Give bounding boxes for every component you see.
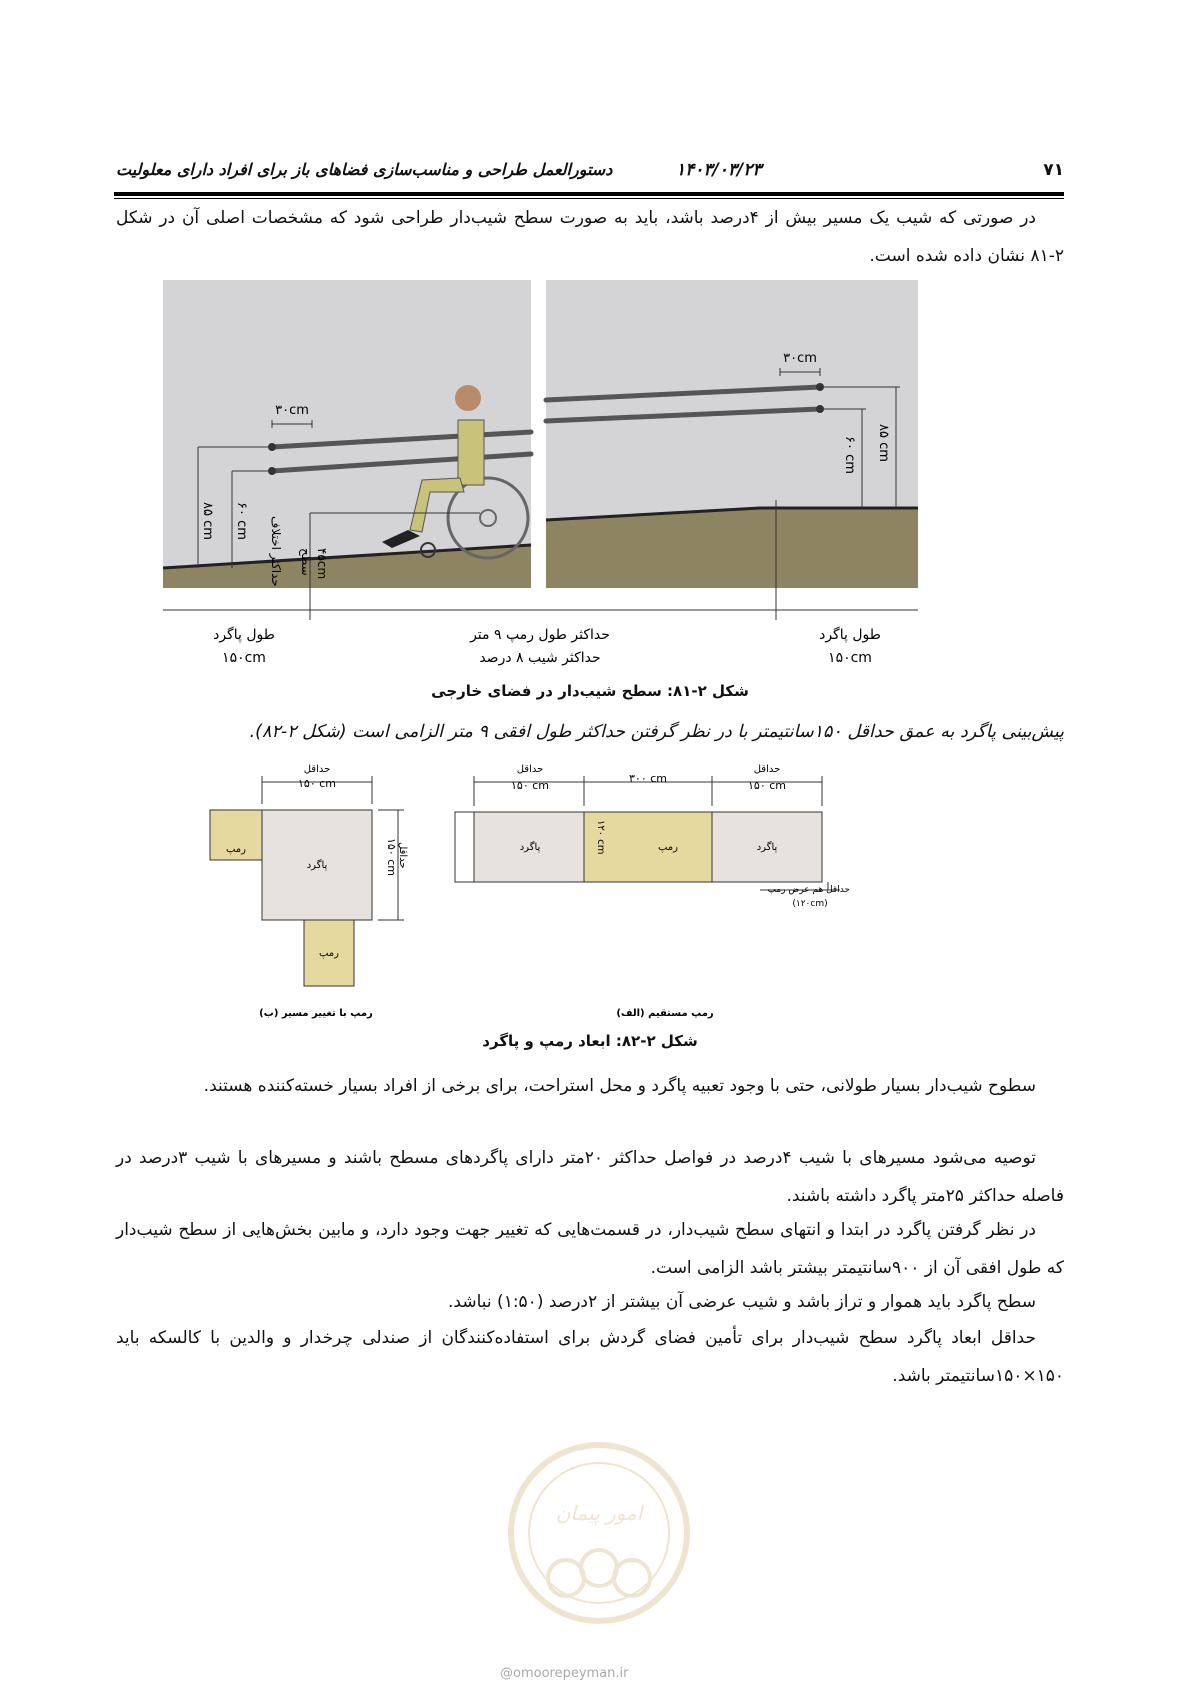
paragraph-2: توصیه می‌شود مسیرهای با شیب ۴درصد در فواصل حداکثر ۲۰متر دارای پاگردهای مسطح باشند و مسیرهای با شیب ۳درصد در فاصله حداکثر ۲۵متر پاگرد داشته باشند. (116, 1148, 1064, 1206)
paragraph-5: حداقل ابعاد پاگرد سطح شیب‌دار برای تأمین فضای گردش برای استفاده‌کنندگان از صندلی چرخدار و والدین با کالسکه باید ۱۵۰×۱۵۰سانتیمتر باشد. (116, 1328, 1064, 1386)
left-ramp-bottom-label: رمپ (318, 948, 340, 959)
left-height-60: ۶۰ cm (234, 502, 249, 540)
left-ramp-label: رمپ (225, 844, 247, 855)
figure-ramp-landing-dimensions (200, 762, 940, 1024)
right-min-label-right: حداقل (753, 764, 781, 775)
watermark-logo-icon (506, 1440, 692, 1626)
figure-ramp-outdoor (160, 280, 930, 680)
right-width-note-value: (۱۲۰cm) (792, 899, 828, 909)
right-min-value-left: ۱۵۰ cm (511, 779, 549, 792)
page-header (116, 160, 1064, 186)
paragraph-4: سطح پاگرد باید هموار و تراز باشد و شیب عرضی آن بیشتر از ۲درصد (۱:۵۰) نباشد. (448, 1292, 1036, 1312)
right-landing-left-label: پاگرد (519, 842, 541, 853)
left-min-label: حداقل (303, 764, 331, 775)
left-max-diff-label: حداکثر اختلاف (269, 516, 283, 587)
left-side-value: ۱۵۰ cm (385, 838, 398, 876)
diagram-change-direction (210, 776, 404, 986)
right-min-value-right: ۱۵۰ cm (748, 779, 786, 792)
right-diagram-title: (الف) رمپ مستقیم (616, 1008, 714, 1019)
intro-paragraph: در صورتی که شیب یک مسیر بیش از ۴درصد باشد، باید به صورت سطح شیب‌دار طراحی شود که مشخصات اصلی آن در شکل ۲-۸۱ نشان داده شده است. (116, 208, 1064, 266)
right-rail-spacing: ۳۰cm (783, 351, 817, 366)
right-height-85: ۸۵ cm (876, 424, 891, 462)
ramp-slope-label: حداکثر شیب ۸ درصد (479, 650, 601, 666)
left-landing-value: ۱۵۰cm (222, 650, 266, 666)
right-width-note: حداقل هم عرض رمپ (767, 885, 850, 895)
right-height-60: ۶۰ cm (842, 436, 857, 474)
ramp-length-label: حداکثر طول رمپ ۹ متر (470, 627, 610, 643)
left-side-label: حداقل (397, 842, 408, 869)
right-mid-value: ۳۰۰ cm (629, 772, 667, 785)
right-landing-right-label: پاگرد (756, 842, 778, 853)
header-date: ۱۴۰۳/۰۳/۲۳ (676, 160, 762, 180)
paragraph-3: در نظر گرفتن پاگرد در ابتدا و انتهای سطح شیب‌دار، در قسمت‌هایی که تغییر جهت وجود دارد، و مابین بخش‌هایی از سطح شیب‌دار که طول افقی آن از ۹۰۰سانتیمتر بیشتر باشد الزامی است. (116, 1220, 1064, 1278)
left-landing-label: طول پاگرد (213, 627, 275, 643)
page-number: ۷۱ (1043, 160, 1064, 180)
left-landing-label: پاگرد (306, 860, 328, 871)
landing-requirement-line: پیش‌بینی پاگرد به عمق حداقل ۱۵۰سانتیمتر با در نظر گرفتن حداکثر طول افقی ۹ متر الزامی است (شکل ۲-۸۲). (249, 722, 1064, 742)
paragraph-1: سطوح شیب‌دار بسیار طولانی، حتی با وجود تعبیه پاگرد و محل استراحت، برای برخی از افراد بسیار خسته‌کننده هستند. (203, 1076, 1036, 1096)
watermark-url: @omoorepeyman.ir (500, 1666, 629, 1681)
header-title: دستورالعمل طراحی و مناسب‌سازی فضاهای باز برای افراد دارای معلولیت (116, 160, 613, 179)
right-landing-value: ۱۵۰cm (828, 650, 872, 666)
figure2-caption: شکل ۲-۸۲: ابعاد رمپ و پاگرد (482, 1032, 698, 1050)
figure1-caption: شکل ۲-۸۱: سطح شیب‌دار در فضای خارجی (431, 682, 749, 700)
left-height-85: ۸۵ cm (200, 502, 215, 540)
left-max-diff-label2: سطح (299, 548, 313, 576)
watermark-logo-text: امور پیمان (555, 1501, 643, 1525)
right-ramp-width: ۱۲۰ cm (595, 820, 606, 855)
diagram-straight-ramp (455, 776, 840, 890)
left-max-diff-value: ۴۵cm (315, 548, 329, 580)
left-min-value: ۱۵۰ cm (298, 777, 336, 790)
header-rule-thick (114, 192, 1064, 196)
right-ramp-label: رمپ (657, 842, 679, 853)
right-min-label-left: حداقل (516, 764, 544, 775)
left-diagram-title: (ب) رمپ با تغییر مسیر (259, 1008, 373, 1019)
right-ground (546, 508, 918, 588)
right-landing-label: طول پاگرد (819, 627, 881, 643)
left-rail-spacing: ۳۰cm (275, 403, 309, 418)
